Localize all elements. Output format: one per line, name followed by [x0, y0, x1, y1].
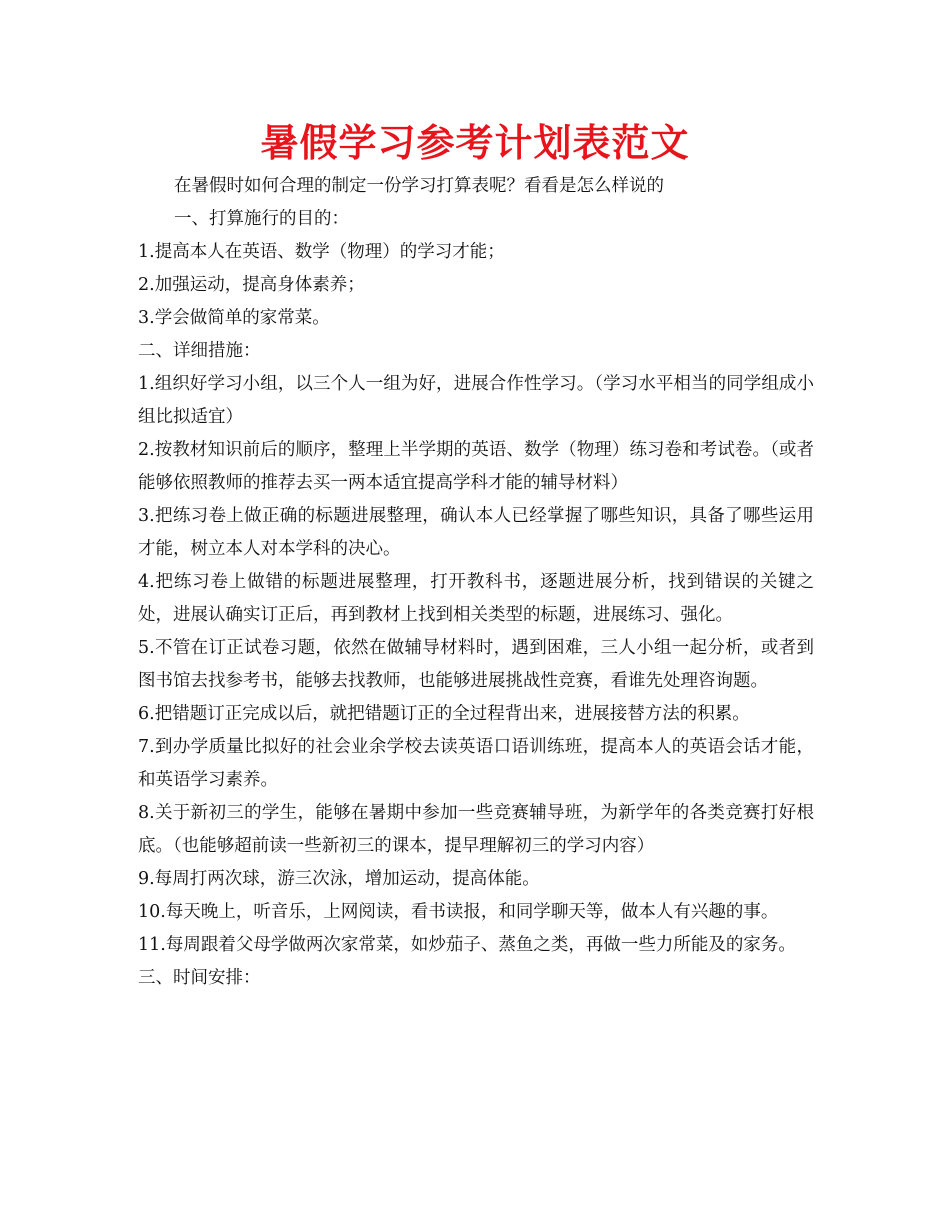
- list-item: 3.把练习卷上做正确的标题进展整理，确认本人已经掌握了哪些知识，具备了哪些运用才能，树立本人对本学科的决心。: [138, 506, 814, 559]
- section-heading: 二、详细措施：: [138, 341, 261, 361]
- document-body: [138, 170, 814, 995]
- document-title: 暑假学习参考计划表范文: [260, 121, 690, 165]
- paragraph: 在暑假时如何合理的制定一份学习打算表呢？看看是怎么样说的: [174, 176, 664, 196]
- list-item: 10.每天晚上，听音乐，上网阅读，看书读报，和同学聊天等，做本人有兴趣的事。: [138, 902, 779, 922]
- list-item: 2.按教材知识前后的顺序，整理上半学期的英语、数学（物理）练习卷和考试卷。（或者能够依照教师的推荐去买一两本适宜提高学科才能的辅导材料）: [138, 440, 814, 493]
- list-item: 11.每周跟着父母学做两次家常菜，如炒茄子、蒸鱼之类，再做一些力所能及的家务。: [138, 935, 796, 955]
- list-item: 9.每周打两次球，游三次泳，增加运动，提高体能。: [138, 869, 540, 889]
- list-item: 3.学会做简单的家常菜。: [138, 308, 330, 328]
- section-heading: 三、时间安排：: [138, 968, 261, 988]
- list-item: 6.把错题订正完成以后，就把错题订正的全过程背出来，进展接替方法的积累。: [138, 704, 750, 724]
- list-item: 1.组织好学习小组，以三个人一组为好，进展合作性学习。（学习水平相当的同学组成小组比拟适宜）: [138, 374, 814, 427]
- list-item: 1.提高本人在英语、数学（物理）的学习才能；: [138, 242, 505, 262]
- section-heading: 一、打算施行的目的：: [174, 209, 349, 229]
- list-item: 2.加强运动，提高身体素养；: [138, 275, 365, 295]
- list-item: 7.到办学质量比拟好的社会业余学校去读英语口语训练班，提高本人的英语会话才能，和英语学习素养。: [138, 737, 814, 790]
- list-item: 4.把练习卷上做错的标题进展整理，打开教科书，逐题进展分析，找到错误的关键之处，进展认确实订正后，再到教材上找到相关类型的标题，进展练习、强化。: [138, 572, 814, 625]
- list-item: 5.不管在订正试卷习题，依然在做辅导材料时，遇到困难，三人小组一起分析，或者到图书馆去找参考书，能够去找教师，也能够进展挑战性竞赛，看谁先处理咨询题。: [138, 638, 814, 691]
- list-item: 8.关于新初三的学生，能够在暑期中参加一些竞赛辅导班，为新学年的各类竞赛打好根底。（也能够超前读一些新初三的课本，提早理解初三的学习内容）: [138, 803, 814, 856]
